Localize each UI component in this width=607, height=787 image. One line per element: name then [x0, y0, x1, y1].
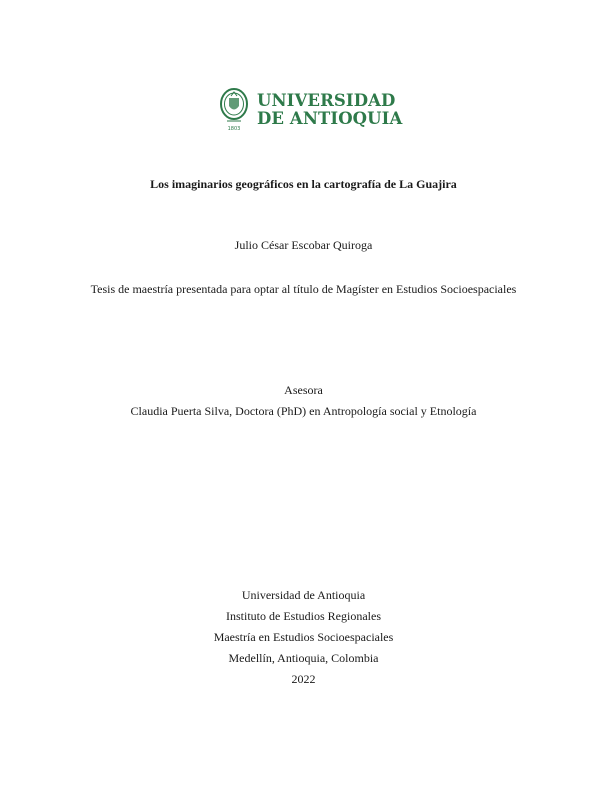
university-logo	[219, 86, 403, 134]
advisor-label: Asesora	[284, 383, 323, 397]
advisor-name: Claudia Puerta Silva, Doctora (PhD) en Antropología social y Etnología	[130, 404, 477, 418]
thesis-statement: Tesis de maestría presentada para optar al título de Magíster en Estudios Socioespaciales	[90, 282, 517, 296]
author-name: Julio César Escobar Quiroga	[234, 238, 373, 252]
year: 2022	[291, 672, 316, 686]
wordmark-line-2: DE ANTIOQUIA	[257, 109, 403, 128]
university-seal-icon	[219, 86, 249, 134]
location: Medellín, Antioquia, Colombia	[228, 651, 379, 665]
institute-name: Instituto de Estudios Regionales	[226, 609, 381, 623]
university-name: Universidad de Antioquia	[241, 588, 366, 602]
wordmark-line-1: UNIVERSIDAD	[257, 91, 396, 110]
seal-year: 1803	[227, 126, 241, 132]
program-name: Maestría en Estudios Socioespaciales	[213, 630, 394, 644]
university-wordmark	[257, 92, 402, 128]
thesis-title: Los imaginarios geográficos en la cartografía de La Guajira	[150, 177, 457, 191]
